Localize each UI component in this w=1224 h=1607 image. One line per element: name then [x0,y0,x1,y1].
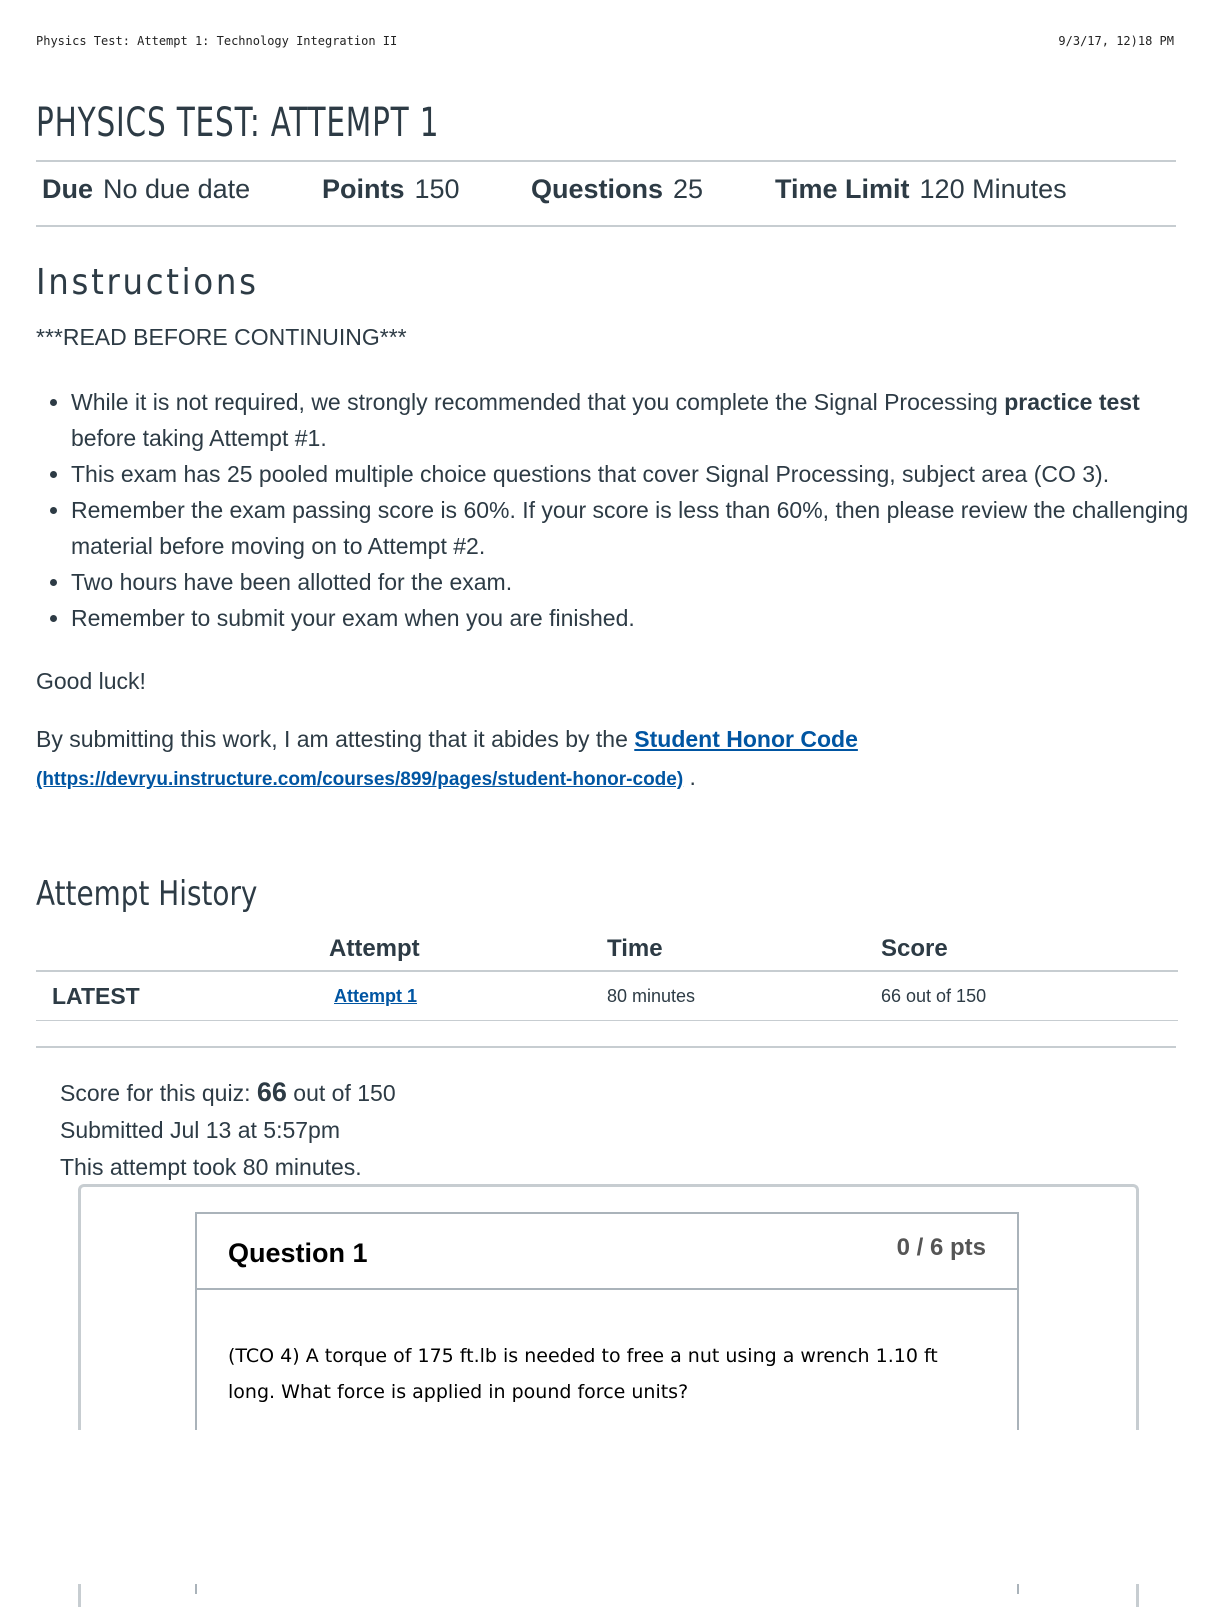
attempt-history-table [36,928,1178,1021]
print-header-title: Physics Test: Attempt 1: Technology Integration II [36,34,398,48]
column-header-score: Score [880,928,1178,971]
score-cell: 66 out of 150 [880,971,1178,1021]
attest-text: By submitting this work, I am attesting that it abides by the [36,726,635,752]
attempt-history-heading: Attempt History [36,874,258,914]
due-value: No due date [103,174,251,204]
time-limit-detail [775,174,1067,205]
score-label: Score for this quiz: [60,1080,257,1106]
time-cell: 80 minutes [606,971,880,1021]
score-value: 66 [256,1077,287,1107]
title-divider [36,160,1176,162]
history-divider [36,1046,1176,1048]
bullet-bold-text: practice test [1004,389,1140,415]
read-before-notice: ***READ BEFORE CONTINUING*** [36,324,407,350]
score-total: out of 150 [286,1080,396,1106]
column-header-tag [36,928,328,971]
print-header-datetime: 9/3/17, 12)18 PM [1058,34,1174,48]
print-header [36,34,1174,48]
score-line [60,1074,396,1112]
bullet-text: While it is not required, we strongly recommended that you complete the Signal Processing [71,389,1005,415]
instructions-list [36,384,1201,636]
question-points: 0 / 6 pts [896,1234,986,1261]
list-item: • Two hours have been allotted for the exam. [71,564,1201,600]
time-limit-label: Time Limit [775,174,910,204]
latest-badge: LATEST [36,971,328,1021]
list-item [71,384,1201,456]
questions-detail [531,174,775,205]
question-header [197,1214,1017,1290]
list-item: • This exam has 25 pooled multiple choice questions that cover Signal Processing, subject area (CO 3). [71,456,1201,492]
attempt-link[interactable]: Attempt 1 [334,985,418,1006]
instructions-heading: Instructions [36,262,259,303]
attest-post-text: . [683,764,696,790]
column-header-attempt: Attempt [328,928,606,971]
questions-label: Questions [531,174,664,204]
duration-line: This attempt took 80 minutes. [60,1154,362,1180]
attempt-cell [328,971,606,1021]
question-text: (TCO 4) A torque of 175 ft.lb is needed to free a nut using a wrench 1.10 ft long. What force is applied in pound force units? [228,1345,938,1403]
quiz-details [42,174,1067,205]
table-header-row [36,928,1178,971]
question-title: Question 1 [228,1238,368,1268]
list-item: • Remember the exam passing score is 60%. If your score is less than 60%, then please review the challenging material before moving on to Attempt #2. [71,492,1201,564]
list-item: • Remember to submit your exam when you are finished. [71,600,1201,636]
points-label: Points [322,174,405,204]
honor-code-link[interactable]: Student Honor Code [634,726,858,752]
points-detail [322,174,531,205]
honor-code-statement [36,720,1166,799]
honor-code-url-link[interactable]: (https://devryu.instructure.com/courses/899/pages/student-honor-code) [36,769,684,790]
table-row [36,971,1178,1021]
page-bottom-margin [0,1430,1224,1584]
good-luck-text: Good luck! [36,668,146,694]
points-value: 150 [414,174,460,204]
questions-value: 25 [673,174,704,204]
column-header-time: Time [606,928,880,971]
submitted-line: Submitted Jul 13 at 5:57pm [60,1117,340,1143]
page-title: PHYSICS TEST: ATTEMPT 1 [36,100,440,146]
time-limit-value: 120 Minutes [919,174,1067,204]
due-detail [42,174,322,205]
due-label: Due [42,174,94,204]
details-divider [36,225,1176,227]
quiz-summary [60,1074,396,1186]
bullet-text: before taking Attempt #1. [71,425,327,451]
